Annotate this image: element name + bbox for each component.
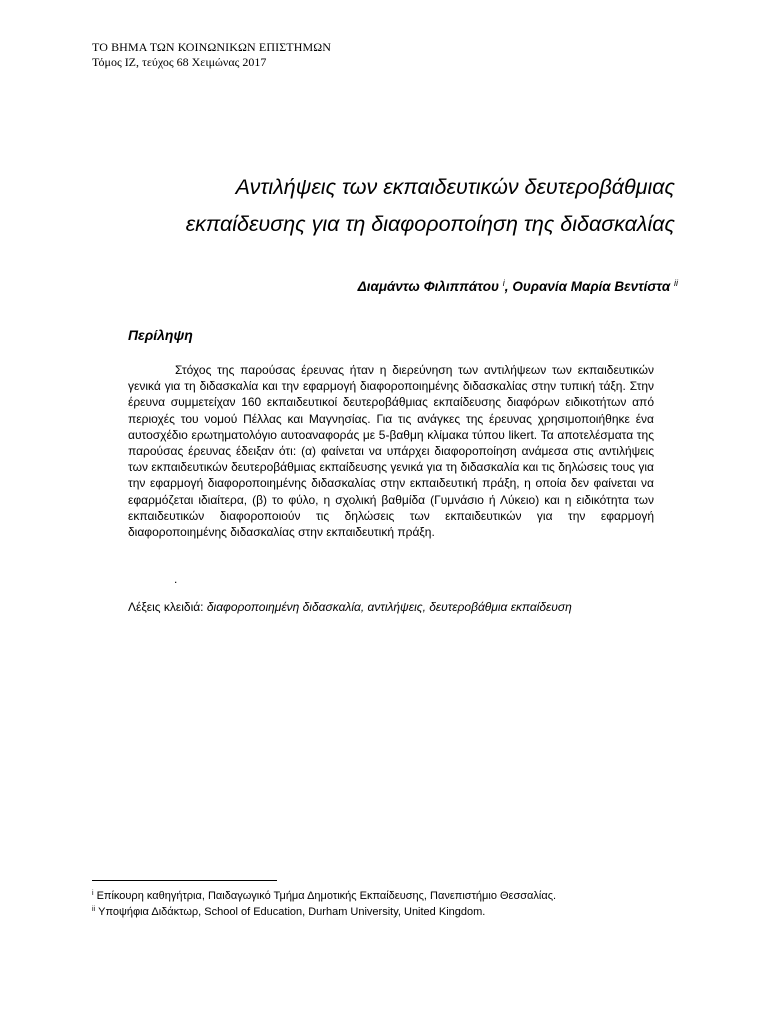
abstract-trailing-mark: . — [174, 572, 178, 586]
article-title-line-1: Αντιλήψεις των εκπαιδευτικών δευτεροβάθμιας — [235, 175, 675, 199]
author-1-name: Διαμάντω Φιλιππάτου — [357, 279, 500, 294]
footnote-2-mark: ii — [92, 906, 96, 913]
footnote-separator — [92, 880, 277, 881]
author-2-name: Ουρανία Μαρία Βεντίστα — [512, 279, 671, 294]
footnote-1-mark: i — [92, 890, 94, 897]
author-1-footnote-mark[interactable]: i — [502, 278, 505, 288]
abstract-heading: Περίληψη — [128, 327, 193, 343]
author-2-footnote-mark[interactable]: ii — [674, 278, 678, 288]
article-title-line-2: εκπαίδευσης για τη διαφοροποίηση της διδασκαλίας — [185, 212, 675, 236]
journal-issue: Τόμος ΙΖ, τεύχος 68 Χειμώνας 2017 — [92, 55, 267, 69]
author-list — [358, 279, 678, 295]
keywords — [128, 599, 654, 615]
footnote-1-text: Επίκουρη καθηγήτρια, Παιδαγωγικό Τμήμα Δημοτικής Εκπαίδευσης, Πανεπιστήμιο Θεσσαλίας. — [96, 890, 557, 902]
keywords-label: Λέξεις κλειδιά: — [128, 600, 204, 614]
abstract-body: Στόχος της παρούσας έρευνας ήταν η διερεύνηση των αντιλήψεων των εκπαιδευτικών γενικά για τη διδασκαλία και την εφαρμογή διαφοροποιημένης διδασκαλίας στην τυπική τάξη. Στην έρευνα συμμετείχαν 160 εκπαιδευτικοί δευτεροβάθμιας εκπαίδευσης διαφόρων ειδικοτήτων από περιοχές του νομού Πέλλας και Μαγνησίας. Για τις ανάγκες της έρευνας χρησιμοποιήθηκε ένα αυτοσχέδιο ερωτηματολόγιο αυτοαναφοράς με 5-βαθμη κλίμακα τύπου likert. Τα αποτελέσματα της παρούσας έρευνας έδειξαν ότι: (α) φαίνεται να υπάρχει διαφοροποίηση ανάμεσα στις αντιλήψεις των εκπαιδευτικών δευτεροβάθμιας εκπαίδευσης γενικά για τη διδασκαλία και τις δηλώσεις τους για την εφαρμογή διαφοροποιημένης διδασκαλίας στην εκπαιδευτική πράξη, η οποία δεν φαίνεται να εφαρμόζεται ιδιαίτερα, (β) το φύλο, η σχολική βαθμίδα (Γυμνάσιο ή Λύκειο) και η ειδικότητα των εκπαιδευτικών διαφοροποιούν τις δηλώσεις των εκπαιδευτικών για την εφαρμογή διαφοροποιημένης διδασκαλίας στην εκπαιδευτική πράξη. — [128, 363, 654, 540]
footnote-2 — [92, 906, 485, 919]
footnote-1 — [92, 890, 556, 903]
footnote-2-text: Υποψήφια Διδάκτωρ, School of Education, Durham University, United Kingdom. — [98, 906, 486, 918]
keywords-list: διαφοροποιημένη διδασκαλία, αντιλήψεις, δευτεροβάθμια εκπαίδευση — [206, 600, 572, 614]
journal-name: ΤΟ ΒΗΜΑ ΤΩΝ ΚΟΙΝΩΝΙΚΩΝ ΕΠΙΣΤΗΜΩΝ — [92, 40, 332, 54]
author-separator: , — [504, 279, 513, 294]
